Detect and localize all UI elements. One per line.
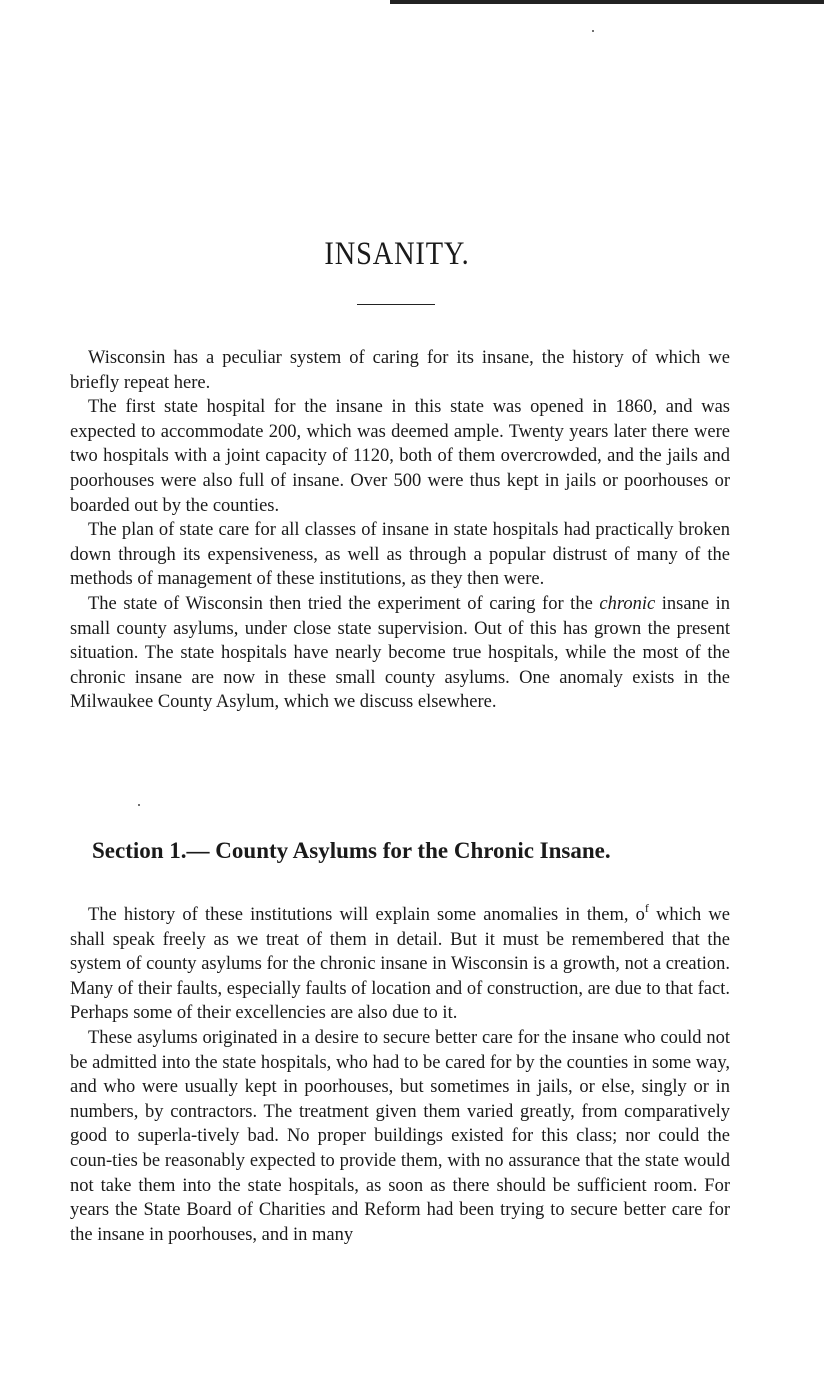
paragraph bbox=[70, 896, 730, 1026]
paragraph: The first state hospital for the insane in this state was opened in 1860, and was expected to accommodate 200, which was deemed ample. Twenty years later there were two hospitals with a joint capacity of 1120, both of them overcrowded, and the jails and poorhouses were also full of insane. Over 500 were thus kept in jails or poorhouses or boarded out by the counties. bbox=[70, 397, 730, 516]
section-heading: Section 1.— County Asylums for the Chronic Insane. bbox=[92, 838, 611, 863]
emphasis-text: chronic bbox=[599, 593, 656, 614]
page-title: INSANITY. bbox=[324, 236, 470, 272]
print-speck bbox=[138, 804, 140, 806]
title-divider bbox=[357, 304, 435, 305]
paragraph-text: insane in small county asylums, under close state supervision. Out of this has grown the present situation. The state hospitals have nearly become true hospitals, while the most of the chronic insane are now in these small county asylums. One anomaly exists in the Milwaukee County Asylum, which we discuss elsewhere. bbox=[70, 593, 730, 713]
top-edge-rule bbox=[390, 0, 824, 4]
paragraph bbox=[70, 592, 730, 715]
paragraph-text: which we shall speak freely as we treat of them in detail. But it must be remembered that the system of county asylums for the chronic insane in Wisconsin is a growth, not a creation. Many of their faults, especially faults of location and of construction, are due to that fact. Perhaps some of their excellencies are also due to it. bbox=[70, 905, 730, 1024]
paragraph: These asylums originated in a desire to secure better care for the insane who could not be admitted into the state hospitals, who had to be cared for by the counties in some way, and who were usually kept in poorhouses, but sometimes in jails, or else, singly or in numbers, by contractors. The treatment given them varied greatly, from comparatively good to superla-tively bad. No proper buildings existed for this class; nor could the coun-ties be reasonably expected to provide them, with no assurance that the state would not take them into the state hospitals, as soon as there should be sufficient room. For years the State Board of Charities and Reform had been trying to secure better care for the insane in poorhouses, and in many bbox=[70, 1027, 730, 1245]
section-1-body bbox=[70, 896, 730, 1247]
paragraph-text: The state of Wisconsin then tried the experiment of caring for the bbox=[88, 593, 600, 614]
paragraph: The plan of state care for all classes of insane in state hospitals had practically broken down through its expensiveness, as well as through a popular distrust of many of the methods of management of these institutions, as they then were. bbox=[70, 520, 730, 590]
intro-section bbox=[70, 346, 730, 715]
superscript-text: f bbox=[644, 901, 649, 915]
print-speck bbox=[592, 30, 594, 32]
paragraph-text: The history of these institutions will explain some anomalies in them, o bbox=[88, 905, 645, 925]
paragraph: Wisconsin has a peculiar system of caring for its insane, the history of which we briefly repeat here. bbox=[70, 348, 730, 393]
